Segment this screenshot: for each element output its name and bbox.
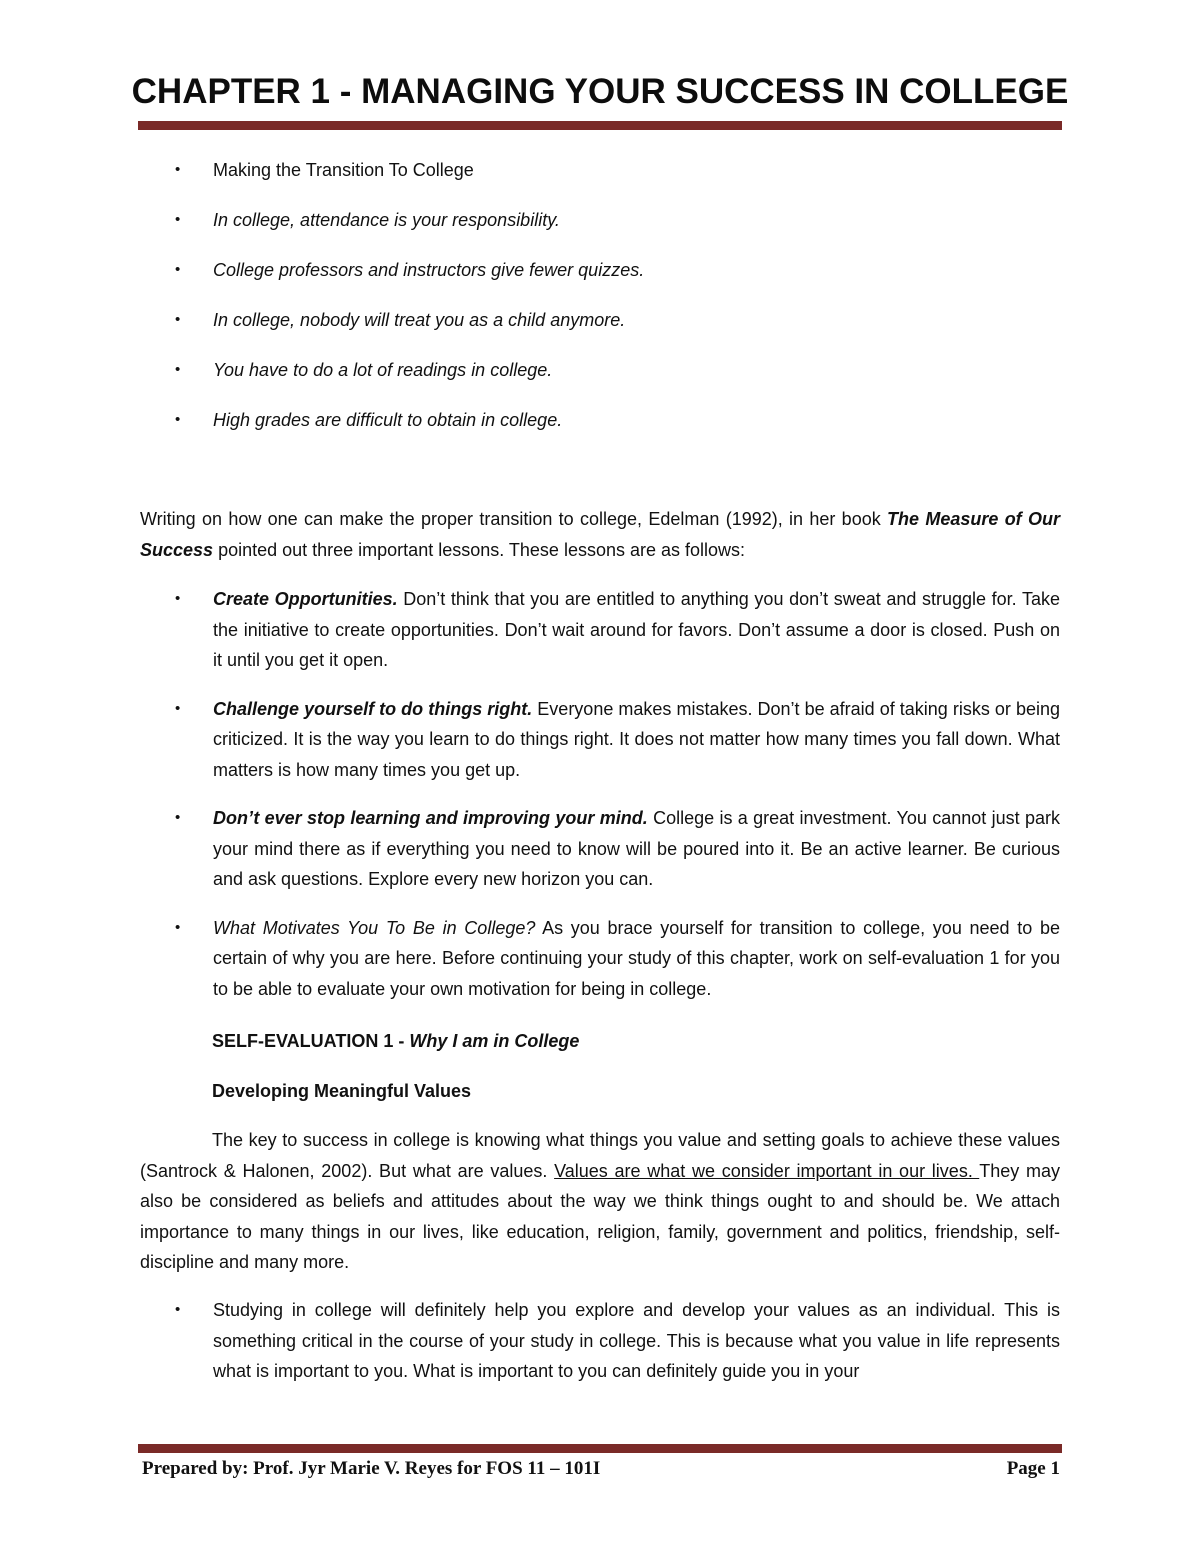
values-bullet-list bbox=[140, 1295, 1060, 1387]
paragraph-text: Writing on how one can make the proper transition to college, Edelman (1992), in her book bbox=[140, 509, 888, 529]
lesson-item bbox=[140, 584, 1060, 676]
self-evaluation-title: Why I am in College bbox=[409, 1031, 580, 1051]
bullet-icon: • bbox=[175, 261, 181, 278]
self-evaluation-heading bbox=[212, 1026, 579, 1056]
paragraph-text: They may also be considered as beliefs and attitudes about the way we think things ought to and should be. We attach importance to many things in our lives, like education, religion, family, government and politics, friendship, self-discipline and many more. bbox=[140, 1160, 1060, 1272]
list-item bbox=[140, 155, 1065, 205]
lesson-text: Don’t think that you are entitled to anything you don’t sweat and struggle for. Take the initiative to create opportunities. Don’t wait around for favors. Don’t assume a door is closed. Push on it until you get it open. bbox=[213, 589, 1060, 670]
bullet-icon: • bbox=[175, 590, 181, 607]
lesson-item bbox=[140, 913, 1060, 1005]
bullet-icon: • bbox=[175, 311, 181, 328]
list-item bbox=[140, 305, 1065, 355]
page-title: CHAPTER 1 - MANAGING YOUR SUCCESS IN COLLEGE bbox=[131, 72, 1069, 111]
list-item-text: In college, nobody will treat you as a child anymore. bbox=[213, 310, 626, 330]
header-rule bbox=[138, 121, 1062, 130]
bullet-icon: • bbox=[175, 211, 181, 228]
lesson-text: As you brace yourself for transition to college, you need to be certain of why you are here. Before continuing your study of this chapter, work on self-evaluation 1 for you to be able to evaluate your own motivation for being in college. bbox=[213, 917, 1060, 999]
lesson-lead: What Motivates You To Be in College? bbox=[213, 917, 536, 938]
bullet-icon: • bbox=[175, 1301, 181, 1318]
section-heading: Developing Meaningful Values bbox=[212, 1081, 472, 1101]
list-item bbox=[140, 355, 1065, 405]
lesson-lead: Challenge yourself to do things right. bbox=[213, 698, 533, 719]
footer-rule bbox=[138, 1444, 1062, 1453]
self-evaluation-prefix: SELF-EVALUATION 1 - bbox=[212, 1031, 410, 1051]
bullet-icon: • bbox=[175, 161, 181, 178]
lesson-item bbox=[140, 803, 1060, 895]
list-item-text: High grades are difficult to obtain in college. bbox=[213, 410, 563, 430]
book-title: The Measure of Our Success bbox=[140, 509, 1060, 560]
lesson-lead: Don’t ever stop learning and improving your mind. bbox=[213, 808, 648, 828]
page-number: Page 1 bbox=[1006, 1458, 1060, 1479]
bullet-icon: • bbox=[175, 918, 181, 936]
lessons-list bbox=[140, 584, 1060, 1022]
lesson-item bbox=[140, 694, 1060, 786]
bullet-icon: • bbox=[175, 809, 181, 826]
bullet-icon: • bbox=[175, 699, 181, 717]
list-item-text: Making the Transition To College bbox=[213, 160, 474, 180]
lesson-text: Everyone makes mistakes. Don’t be afraid of taking risks or being criticized. It is the way you learn to do things right. It does not matter how many times you fall down. What matters is how many times you get up. bbox=[213, 698, 1060, 780]
lesson-text: College is a great investment. You cannot just park your mind there as if everything you need to know will be poured into it. Be an active learner. Be curious and ask questions. Explore every new horizon you can. bbox=[213, 808, 1061, 889]
list-item bbox=[140, 405, 1065, 455]
list-item bbox=[140, 255, 1065, 305]
paragraph-text: pointed out three important lessons. These lessons are as follows: bbox=[213, 539, 746, 560]
list-item bbox=[140, 205, 1065, 255]
list-item-text: You have to do a lot of readings in college. bbox=[213, 360, 553, 380]
values-definition: Values are what we consider important in our lives. bbox=[554, 1160, 980, 1181]
paragraph-text: The key to success in college is knowing what things you value and setting goals to achieve these values (Santrock & Halonen, 2002). But what are values. bbox=[140, 1130, 1060, 1181]
footer-credit: Prepared by: Prof. Jyr Marie V. Reyes for FOS 11 – 101I bbox=[142, 1458, 601, 1479]
list-item-text: In college, attendance is your responsibility. bbox=[213, 210, 560, 230]
list-item-text: College professors and instructors give fewer quizzes. bbox=[213, 260, 645, 280]
bullet-icon: • bbox=[175, 411, 181, 428]
intro-bullet-list bbox=[140, 155, 1065, 455]
list-item-text: Studying in college will definitely help you explore and develop your values as an individual. This is something critical in the course of your study in college. This is because what you value in life represents what is important to you. What is important to you can definitely guide you in your bbox=[213, 1300, 1060, 1381]
lesson-lead: Create Opportunities. bbox=[213, 589, 398, 609]
edelman-paragraph bbox=[140, 504, 1060, 565]
bullet-icon: • bbox=[175, 361, 181, 378]
values-paragraph bbox=[140, 1125, 1060, 1278]
list-item bbox=[140, 1295, 1060, 1387]
